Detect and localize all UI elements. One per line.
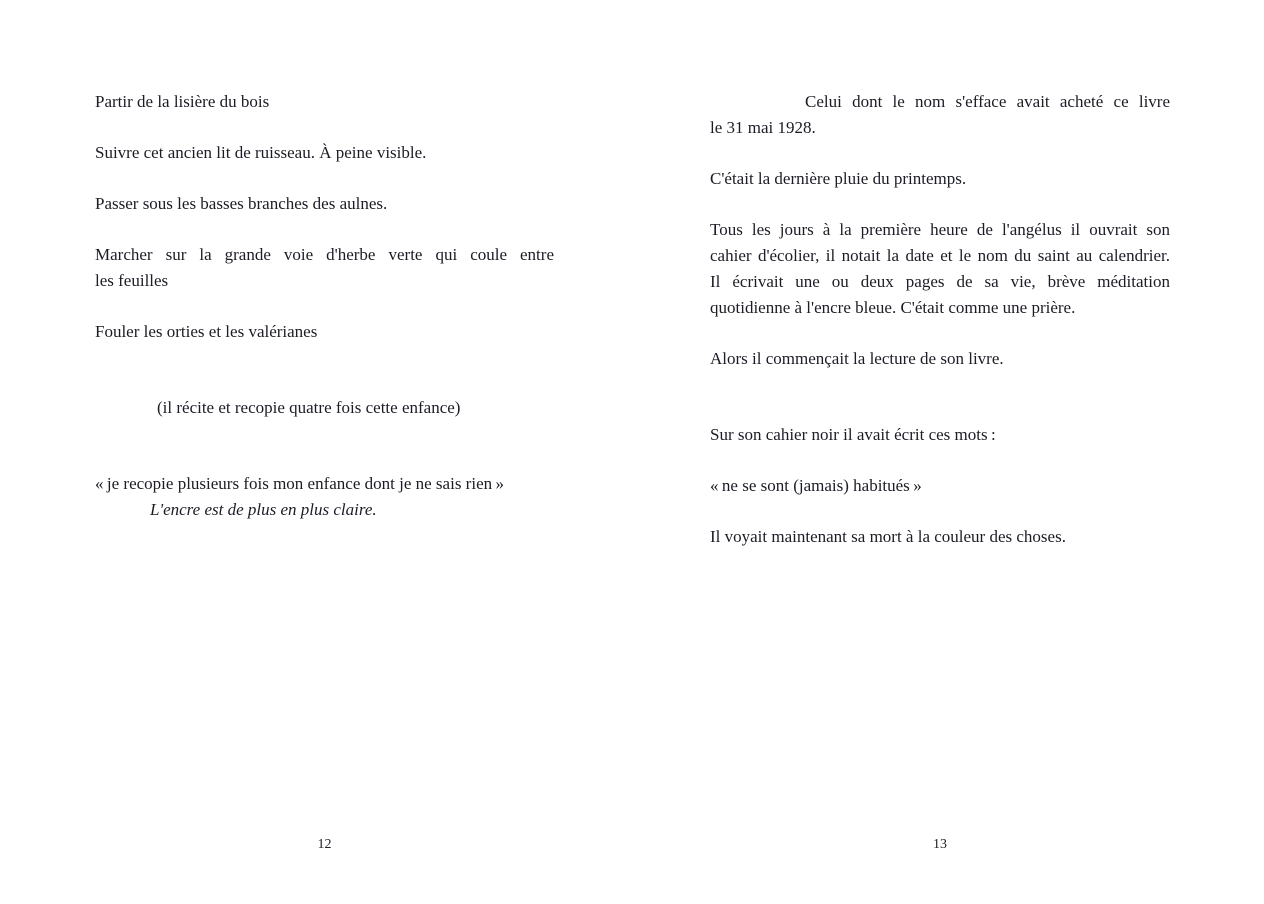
paragraph: Suivre cet ancien lit de ruisseau. À peine visible. xyxy=(95,143,427,162)
paragraph xyxy=(710,89,1170,141)
paragraph-line: Tous les jours à la première heure de l'angélus il ouvrait son xyxy=(710,220,1170,239)
paragraph-recitation: (il récite et recopie quatre fois cette enfance) xyxy=(157,398,461,417)
paragraph-quote: « je recopie plusieurs fois mon enfance dont je ne sais rien » xyxy=(95,474,505,493)
paragraph: Il voyait maintenant sa mort à la couleur des choses. xyxy=(710,527,1066,546)
paragraph-line: quotidienne à l'encre bleue. C'était comme une prière. xyxy=(710,298,1076,317)
paragraph-line: Marcher sur la grande voie d'herbe verte qui coule entre xyxy=(95,245,554,264)
paragraph: Fouler les orties et les valérianes xyxy=(95,322,318,341)
page-right xyxy=(632,0,1264,904)
page-number-right: 13 xyxy=(933,837,947,852)
paragraph: Partir de la lisière du bois xyxy=(95,92,270,111)
paragraph-line: Celui dont le nom s'efface avait acheté ce livre xyxy=(805,92,1170,111)
paragraph: Sur son cahier noir il avait écrit ces mots : xyxy=(710,425,996,444)
paragraph-italic: L'encre est de plus en plus claire. xyxy=(150,500,377,519)
paragraph: Alors il commençait la lecture de son livre. xyxy=(710,349,1004,368)
paragraph-quote: « ne se sont (jamais) habitués » xyxy=(710,476,922,495)
paragraph: C'était la dernière pluie du printemps. xyxy=(710,169,967,188)
paragraph xyxy=(710,217,1170,321)
paragraph xyxy=(95,242,554,294)
paragraph-line: cahier d'écolier, il notait la date et le nom du saint au calendrier. xyxy=(710,246,1170,265)
paragraph-line: Il écrivait une ou deux pages de sa vie, brève méditation xyxy=(710,272,1170,291)
paragraph: Passer sous les basses branches des aulnes. xyxy=(95,194,388,213)
paragraph-line: les feuilles xyxy=(95,271,169,290)
paragraph-line: le 31 mai 1928. xyxy=(710,118,816,137)
page-number-left: 12 xyxy=(317,837,332,852)
